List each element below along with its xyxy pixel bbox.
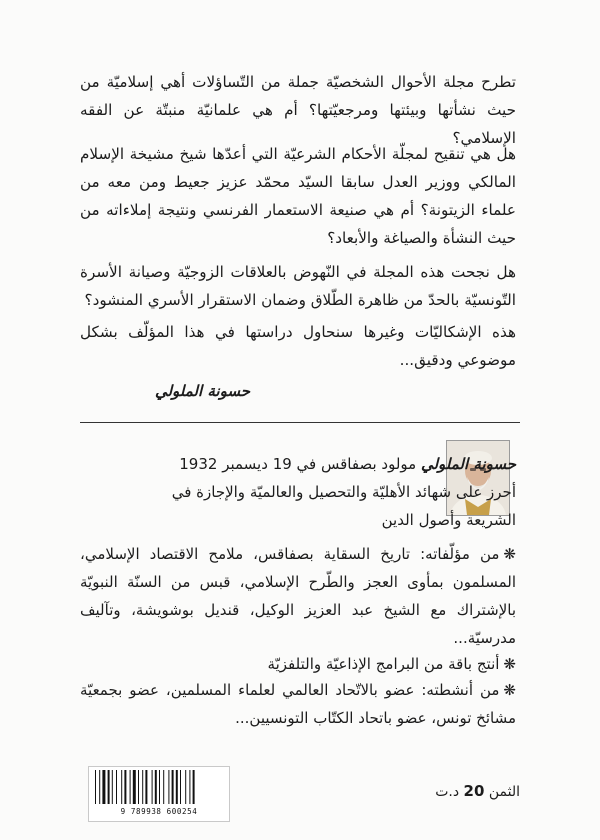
bio-birth-info: مولود بصفاقس في 19 ديسمبر 1932 [179, 455, 421, 473]
price-label [360, 782, 520, 800]
bullet-star-icon: ❋ [503, 545, 516, 563]
intro-paragraph-3: هل نجحت هذه المجلة في النّهوض بالعلاقات الزوجيّة وصيانة الأسرة التّونسيّة بالحدّ من ظاهرة الطّلاق وضمان الاستقرار الأسري المنشود؟ [80, 263, 516, 309]
bullet-star-icon: ❋ [503, 681, 516, 699]
price-value: 20 [463, 782, 485, 800]
price-unit: د.ت [435, 784, 460, 800]
isbn-number: 9 789938 600254 [120, 807, 198, 816]
bio-bullet-activities [80, 676, 516, 732]
bullet-text: من مؤلّفاته: تاريخ السقاية بصفاقس، ملامح الاقتصاد الإسلامي، المسلمون بمأوى العجز والطّرح الإسلامي، قبس من السنّة النبويّة بالإشتراك مع الشيخ عبد العزيز الوكيل، قنديل بوشويشة، وتآليف مدرسيّة... [80, 545, 516, 647]
bio-bullet-programs [80, 650, 516, 678]
author-signature: حسونة الملولي [154, 382, 250, 400]
intro-paragraph-4: هذه الإشكاليّات وغيرها سنحاول دراستها في هذا المؤلّف بشكل موضوعي ودقيق... [80, 323, 516, 369]
price-text: الثمن [488, 784, 520, 800]
bullet-star-icon: ❋ [503, 655, 516, 673]
bio-author-name: حسونة الملولي [420, 455, 516, 473]
intro-paragraph-2: هل هي تنقيح لمجلّة الأحكام الشرعيّة التي أعدّها شيخ مشيخة الإسلام المالكي ووزير العدل سابقا السيّد محمّد عزيز جعيط ومن معه من علماء الزيتونة؟ أم هي صنيعة الاستعمار الفرنسي ونتيجة إملاءاته من حيث النشأة والصياغة والأبعاد؟ [80, 145, 516, 247]
bio-qualifications: أحرز على شهائد الأهليّة والتحصيل والعالميّة والإجازة في الشريعة وأصول الدين [171, 483, 516, 529]
isbn-barcode [88, 766, 230, 822]
bullet-text: من أنشطته: عضو بالاتّحاد العالمي لعلماء المسلمين، عضو بجمعيّة مشائخ تونس، عضو باتحاد الكتّاب التونسيين... [80, 681, 516, 727]
section-divider [80, 422, 520, 423]
bullet-text: أنتج باقة من البرامج الإذاعيّة والتلفزيّة [267, 655, 500, 673]
barcode-bars-icon [93, 770, 225, 806]
bio-bullet-works [80, 540, 516, 652]
intro-paragraph-1: تطرح مجلة الأحوال الشخصيّة جملة من التّساؤلات أهي إسلاميّة من حيث نشأتها وبيئتها ومرجعيّتها؟ أم هي علمانيّة منبتّة عن الفقه الإسلامي؟ [80, 73, 516, 147]
author-bio [168, 450, 516, 534]
